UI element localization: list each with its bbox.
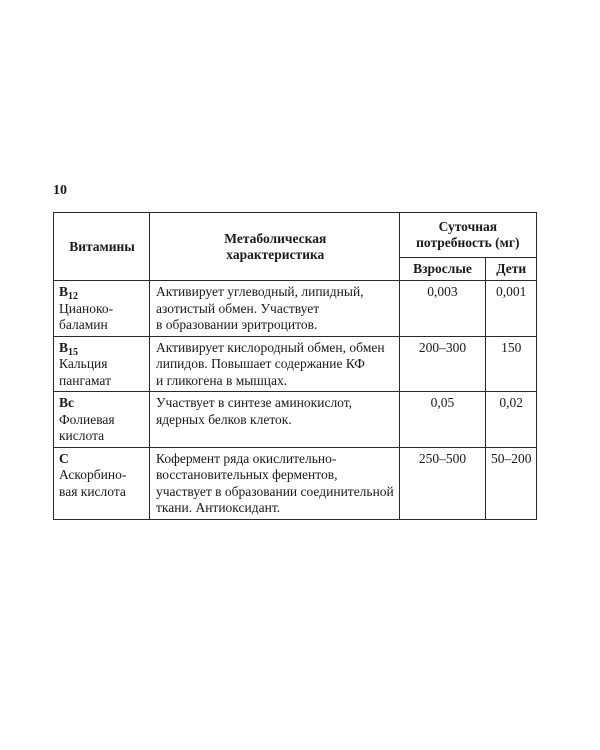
characteristic-line: Активирует кислородный обмен, обмен — [156, 339, 385, 355]
characteristic-cell — [150, 392, 400, 448]
vitamin-cell — [54, 392, 150, 448]
header-daily-need-line: потребность (мг) — [416, 235, 520, 250]
characteristic-cell — [150, 336, 400, 392]
header-adults: Взрослые — [399, 258, 486, 281]
characteristic-line: и гликогена в мышцах. — [156, 372, 288, 388]
header-characteristic — [150, 213, 400, 281]
vitamin-symbol: $B_{12}$ — [59, 284, 79, 302]
vitamin-symbol: Bc — [59, 395, 74, 410]
children-need-cell: 0,02 — [486, 392, 537, 448]
header-daily-need-line: Суточная — [438, 218, 498, 234]
vitamin-name-line: кислота — [59, 428, 105, 443]
header-characteristic-line: Метаболическая — [224, 230, 327, 246]
table-row — [54, 336, 537, 392]
characteristic-line: ядерных белков клеток. — [156, 411, 292, 427]
vitamin-symbol: $B_{15}$ — [59, 339, 79, 358]
adults-need-cell: 250–500 — [399, 447, 486, 519]
adults-need-cell: 200–300 — [399, 336, 486, 392]
table-header-row — [54, 213, 537, 258]
characteristic-line: азотистый обмен. Участвует — [156, 300, 320, 316]
table-row — [54, 281, 537, 337]
header-daily-need — [399, 213, 536, 258]
characteristic-line: Активирует углеводный, липидный, — [156, 284, 364, 299]
characteristic-cell — [150, 447, 400, 519]
vitamin-cell — [54, 281, 150, 337]
vitamin-name-line: Аскорбино- — [59, 467, 127, 482]
vitamins-table — [53, 212, 537, 520]
table-row — [54, 392, 537, 448]
vitamin-name-line: вая кислота — [59, 483, 126, 499]
vitamin-symbol: C — [59, 450, 69, 466]
characteristic-line: восстановительных ферментов, — [156, 467, 338, 482]
vitamin-name-line: баламин — [59, 317, 108, 332]
vitamin-name-line: Цианоко- — [59, 300, 114, 316]
vitamin-cell — [54, 447, 150, 519]
page-number: 10 — [53, 183, 67, 198]
adults-need-cell: 0,003 — [399, 281, 486, 337]
children-need-cell: 150 — [486, 336, 537, 392]
vitamin-name-line: пангамат — [59, 372, 111, 388]
children-need-cell: 50–200 — [486, 447, 537, 519]
header-characteristic-line: характеристика — [226, 247, 325, 262]
characteristic-line: Кофермент ряда окислительно- — [156, 450, 337, 466]
vitamin-name-line: Кальция — [59, 356, 108, 371]
characteristic-line: липидов. Повышает содержание КФ — [156, 356, 365, 371]
vitamin-name-line: Фолиевая — [59, 411, 115, 427]
header-vitamins: Витамины — [54, 213, 150, 281]
characteristic-line: Участвует в синтезе аминокислот, — [156, 395, 353, 410]
characteristic-cell — [150, 281, 400, 337]
characteristic-line: участвует в образовании соединительной — [156, 483, 394, 499]
characteristic-line: ткани. Антиоксидант. — [156, 500, 281, 515]
vitamin-cell — [54, 336, 150, 392]
adults-need-cell: 0,05 — [399, 392, 486, 448]
table-row — [54, 447, 537, 519]
characteristic-line: в образовании эритроцитов. — [156, 317, 318, 332]
children-need-cell: 0,001 — [486, 281, 537, 337]
header-children: Дети — [486, 258, 537, 281]
